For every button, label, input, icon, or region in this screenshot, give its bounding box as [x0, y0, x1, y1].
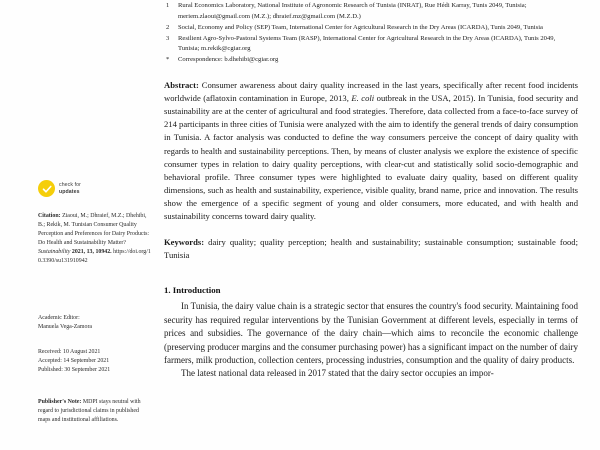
academic-editor-label: Academic Editor: — [38, 315, 80, 321]
keywords-label: Keywords: — [164, 237, 205, 248]
affiliation-text: Social, Economy and Policy (SEP) Team, International Center for Agricultural Research in the Dry Areas (ICARDA), Tunis 2049, Tunisia — [178, 23, 543, 31]
publisher-note-block — [38, 398, 152, 425]
abstract-part-2: outbreak in the USA, 2015). In Tunisia, food security and sustainability are at the center of agricultural and food strategies. Therefore, data collected from a face-to-face survey of 214 participants in three cities of Tunisia were analyzed with the aim to identify the general trends of dairy consumption in Tunisia. A factor analysis was conducted to define the way consumers perceive the concept of dairy quality with regards to health and sustainability perceptions. Then, by means of cluster analysis we explore the existence of specific consumer types in relation to dairy quality perceptions, with clear-cut and statistically solid socio-demographic and behavioral profile. Three consumer types were highlighted to evaluate dairy quality, based on different quality dimensions, such as health and sustainability, experience, visible quality, brand name, price and innovation. The results show the emergence of a specific segment of young and older consumers, more educated, and with health and sustainability concerns toward dairy quality. — [164, 93, 579, 221]
abstract-section — [164, 79, 578, 223]
badge-line-1: check for — [59, 182, 81, 189]
correspondence-item — [164, 55, 578, 66]
date-published: Published: 30 September 2021 — [38, 367, 111, 374]
date-accepted: Accepted: 14 September 2021 — [38, 358, 110, 365]
abstract-label: Abstract: — [164, 80, 199, 91]
citation-text: Ziaoui, M.; Dhraief, M.Z.; Dhehibi, B.; Rekik, M. Tunisian Consumer Quality Perception and Preferences for Dairy Products: Do Health and Sustainability Matter? — [38, 213, 150, 247]
academic-editor-name: Manuela Vega-Zamora — [38, 324, 93, 331]
affiliation-item — [164, 1, 578, 22]
affiliation-text: Rural Economics Laboratory, National Institute of Agronomic Research of Tunisia (INRAT), Rue Hédi Karray, Tunis 2049, Tunisia; meriem.zlaoui@gmail.com (M.Z.); dhraief.mz@gmail.com (M.Z.D.) — [178, 2, 527, 20]
citation-block — [38, 212, 152, 267]
introduction-paragraph-2: The latest national data released in 2017 stated that the dairy sector occupies an impor- — [181, 368, 494, 379]
publication-dates-block — [38, 348, 152, 375]
citation-journal: Sustainability — [38, 249, 71, 256]
publisher-note-label: Publisher's Note: — [38, 399, 82, 405]
citation-doi-link[interactable]: https://doi.org/10.3390/su131910942 — [38, 249, 151, 265]
abstract-italic-term: E. coli — [351, 93, 375, 104]
date-received: Received: 10 August 2021 — [38, 349, 101, 355]
correspondence-marker: * — [166, 56, 170, 64]
citation-volume: 2021, 13, 10942. — [70, 249, 114, 256]
article-sidebar — [36, 0, 152, 450]
keywords-text: dairy quality; quality perception; health and sustainability; sustainable consumption; sustainable food; Tunisia — [164, 237, 578, 261]
affiliation-marker: 2 — [166, 23, 170, 31]
check-for-updates-label — [59, 182, 81, 194]
affiliation-marker: 1 — [166, 2, 170, 9]
affiliation-text: Resilient Agro-Sylvo-Pastoral Systems Team (RASP), International Center for Agricultural Research in the Dry Areas (ICARDA), Tunis 2049, Tunisia; m.rekik@cgiar.org — [178, 34, 556, 53]
badge-line-2: updates — [59, 188, 80, 195]
check-circle-icon — [38, 180, 55, 197]
check-for-updates-badge[interactable] — [38, 180, 81, 197]
affiliation-item — [164, 34, 578, 55]
abstract-part-1: Consumer awareness about dairy quality increased in the last years, specifically after recent food incidents worldwide (aflatoxin contamination in Europe, 2013, — [164, 80, 578, 104]
publisher-note-text: MDPI stays neutral with regard to jurisdictional claims in published maps and institutional affiliations. — [38, 399, 141, 424]
affiliations-list — [164, 1, 578, 66]
affiliation-item — [164, 23, 578, 34]
affiliation-marker: 3 — [166, 34, 170, 42]
article-main-column — [164, 0, 578, 381]
introduction-paragraph-1: In Tunisia, the dairy value chain is a strategic sector that ensures the country's food security. Maintaining food security has required regular interventions by the Tunisian Government at different levels, especially in terms of prices and subsidies. The governance of the dairy chain—which aims to reconcile the economic challenge (preserving producer margins and the consumer purchasing power) has a significant impact on the number of dairy farmers, milk production, collection centers, processing industries, consumption and the quality of dairy products. — [164, 301, 578, 365]
citation-label: Citation: — [38, 213, 61, 219]
academic-editor-block — [38, 314, 152, 332]
keywords-section — [164, 236, 578, 262]
section-heading-introduction: 1. Introduction — [164, 285, 221, 296]
correspondence-text: Correspondence: b.dhehibi@cgiar.org — [178, 56, 279, 64]
